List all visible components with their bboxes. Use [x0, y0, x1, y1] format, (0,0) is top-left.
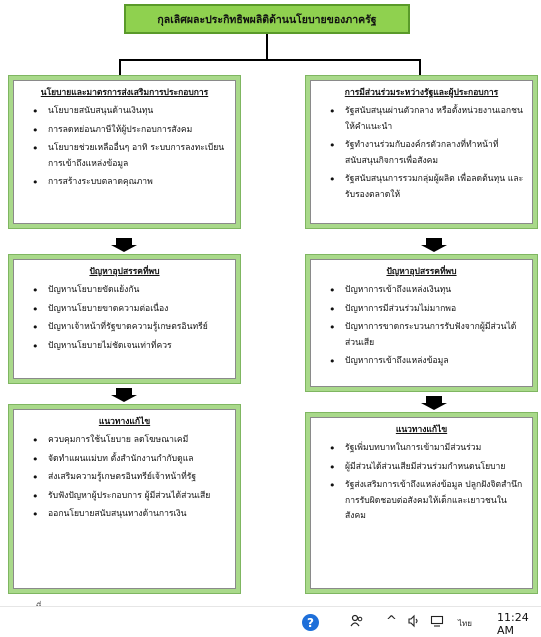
taskbar: [0, 606, 541, 636]
panel-solutions-right: [305, 412, 538, 594]
network-icon[interactable]: [430, 614, 444, 632]
panel-title: ปัญหาอุปสรรคที่พบ: [386, 267, 457, 277]
chevron-up-icon[interactable]: ^: [386, 614, 397, 629]
down-arrow-icon: [421, 238, 447, 252]
panel-participation: [305, 75, 538, 229]
panel-solutions-left-inner: [13, 409, 236, 589]
list-item: • ปัญหานโยบายขัดแย้งกัน: [22, 283, 227, 299]
panel-title: แนวทางแก้ไข: [98, 417, 151, 427]
help-icon[interactable]: [302, 614, 319, 631]
clock-time[interactable]: 11:24 AM: [497, 611, 529, 637]
item-list: [22, 283, 227, 354]
list-item: • ปัญหาเจ้าหน้าที่รัฐขาดความรู้เกษตรอินทรีย์: [22, 320, 227, 336]
volume-icon[interactable]: [407, 614, 421, 632]
connector-horizontal: [119, 59, 421, 61]
item-list: [319, 104, 524, 203]
language-indicator[interactable]: ไทย: [458, 619, 472, 628]
list-item: • รัฐทำงานร่วมกับองค์กรตัวกลางที่ทำหน้าที่สนับสนุนกิจการเพื่อสังคม: [319, 138, 524, 169]
panel-obstacles-right: [305, 254, 538, 392]
list-item: • รัฐส่งเสริมการเข้าถึงแหล่งข้อมูล ปลูกฝังจิตสำนึกการรับผิดชอบต่อสังคมให้เด็กและเยาวชนในสังคม: [319, 478, 524, 525]
item-list: [319, 441, 524, 525]
diagram-title-text: กุลเลิศผละประกิทธิพผลิติด้านนโยบายของภาครัฐ: [157, 13, 377, 26]
list-item: • ปัญหานโยบายขาดความต่อเนื่อง: [22, 302, 227, 318]
item-list: [22, 104, 227, 191]
list-item: • ปัญหานโยบายไม่ชัดเจนเท่าที่ควร: [22, 339, 227, 355]
panel-policy-measures: [8, 75, 241, 229]
list-item: • การลดหย่อนภาษีให้ผู้ประกอบการสังคม: [22, 123, 227, 139]
help-icon-glyph: ?: [307, 615, 314, 630]
diagram-title: [124, 4, 410, 34]
list-item: • จัดทำแผนแม่บท ตั้งสำนักงานกำกับดูแล: [22, 452, 227, 468]
list-item: • ส่งเสริมความรู้เกษตรอินทรีย์เจ้าหน้าที่รัฐ: [22, 470, 227, 486]
panel-obstacles-left-inner: [13, 259, 236, 379]
down-arrow-icon: [421, 396, 447, 410]
list-item: • นโยบายช่วยเหลืออื่นๆ อาทิ ระบบการลงทะเบียน การเข้าถึงแหล่งข้อมูล: [22, 141, 227, 172]
panel-title: แนวทางแก้ไข: [395, 425, 448, 435]
list-item: • ออกนโยบายสนับสนุนทางด้านการเงิน: [22, 507, 227, 523]
panel-policy-measures-inner: [13, 80, 236, 224]
list-item: • นโยบายสนับสนุนด้านเงินทุน: [22, 104, 227, 120]
panel-participation-inner: [310, 80, 533, 224]
panel-obstacles-right-inner: [310, 259, 533, 387]
list-item: • รับฟังปัญหาผู้ประกอบการ ผู้มีส่วนได้ส่วนเสีย: [22, 489, 227, 505]
list-item: • รัฐสนับสนุนการรวมกลุ่มผู้ผลิต เพื่อลดต้นทุน และรับรองตลาดให้: [319, 172, 524, 203]
panel-title: ปัญหาอุปสรรคที่พบ: [89, 267, 160, 277]
panel-title: การมีส่วนร่วมระหว่างรัฐและผู้ประกอบการ: [344, 88, 499, 98]
connector-left-drop: [119, 59, 121, 75]
list-item: • ควบคุมการใช้นโยบาย ลดโฆษณาเคมี: [22, 433, 227, 449]
list-item: • ปัญหาการมีส่วนร่วมไม่มากพอ: [319, 302, 524, 318]
list-item: • การสร้างระบบตลาดคุณภาพ: [22, 175, 227, 191]
people-icon[interactable]: [350, 614, 364, 632]
panel-obstacles-left: [8, 254, 241, 384]
list-item: • ปัญหาการเข้าถึงแหล่งข้อมูล: [319, 354, 524, 370]
connector-right-drop: [419, 59, 421, 75]
panel-title: นโยบายและมาตรการส่งเสริมการประกอบการ: [40, 88, 209, 98]
item-list: [319, 283, 524, 370]
panel-solutions-right-inner: [310, 417, 533, 589]
item-list: [22, 433, 227, 523]
down-arrow-icon: [111, 238, 137, 252]
list-item: • ผู้มีส่วนได้ส่วนเสียมีส่วนร่วมกำหนดนโยบาย: [319, 460, 524, 476]
panel-solutions-left: [8, 404, 241, 594]
list-item: • ปัญหาการเข้าถึงแหล่งเงินทุน: [319, 283, 524, 299]
list-item: • รัฐเพิ่มบทบาทในการเข้ามามีส่วนร่วม: [319, 441, 524, 457]
list-item: • ปัญหาการขาดกระบวนการรับฟังจากผู้มีส่วนได้ส่วนเสีย: [319, 320, 524, 351]
list-item: • รัฐสนับสนุนผ่านตัวกลาง หรือตั้งหน่วยงานเอกชนให้คำแนะนำ: [319, 104, 524, 135]
down-arrow-icon: [111, 388, 137, 402]
connector-title-stem: [266, 34, 268, 60]
